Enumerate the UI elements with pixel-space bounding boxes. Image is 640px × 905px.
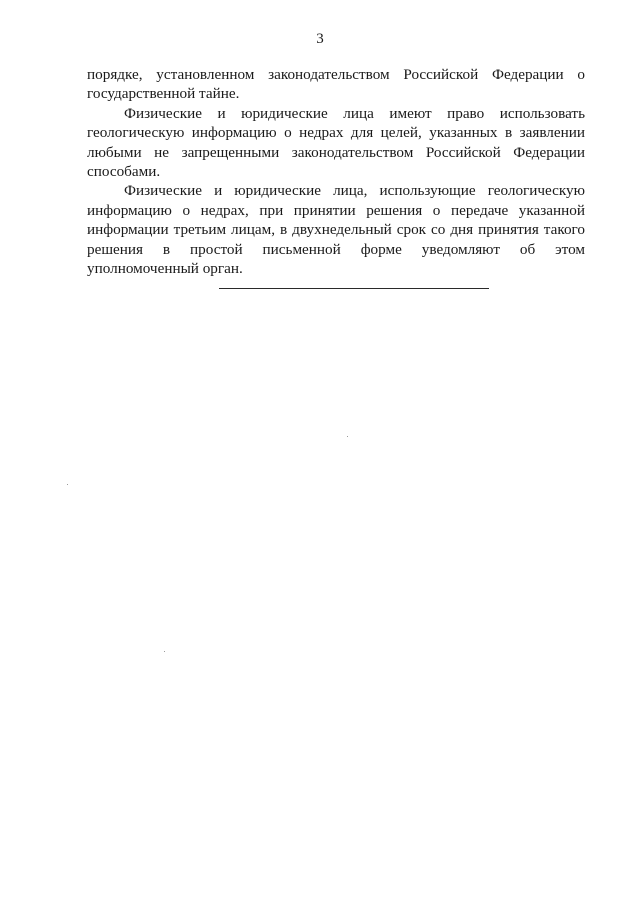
scan-speck	[164, 651, 165, 652]
page-number: 3	[316, 31, 324, 47]
paragraph-continuation: порядке, установленном законодательством Российской Федерации о государственной тайне.	[87, 66, 585, 103]
end-separator-line	[219, 288, 489, 289]
document-body	[87, 65, 585, 278]
paragraph-right-to-use: Физические и юридические лица имеют право использовать геологическую информацию о недрах для целей, указанных в заявлении любыми не запрещенными законодательством Российской Федерации способами.	[87, 104, 585, 181]
paragraph-notification: Физические и юридические лица, использующие геологическую информацию о недрах, при принятии решения о передаче указанной информации третьим лицам, в двухнедельный срок со дня принятия такого решения в простой письменной форме уведомляют об этом уполномоченный орган.	[87, 182, 585, 278]
scan-speck	[67, 484, 68, 485]
scan-speck	[347, 436, 348, 437]
